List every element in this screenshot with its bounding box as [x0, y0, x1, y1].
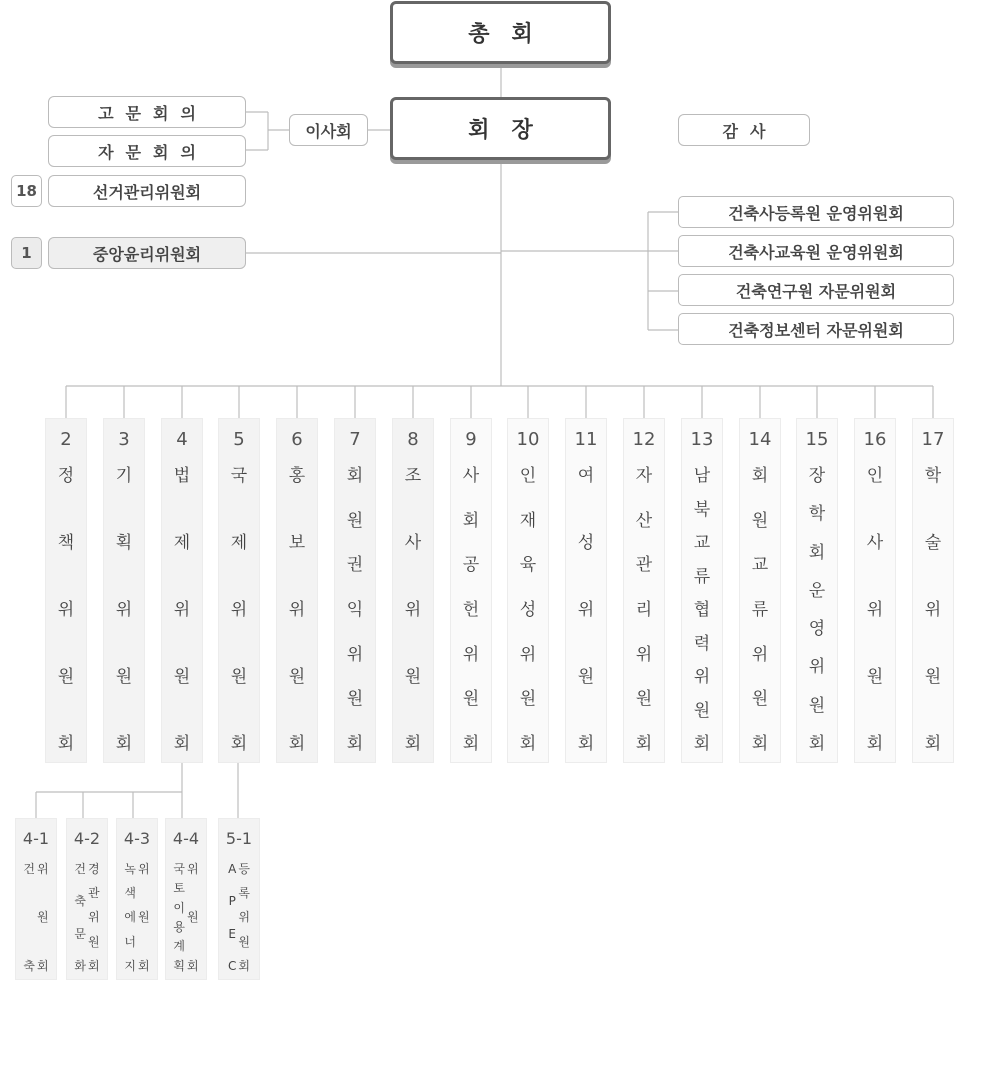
committee-column — [45, 418, 87, 763]
sub-committee-name: 건 축 위 원 회 — [23, 862, 49, 973]
election-committee-number: 18 — [16, 182, 37, 200]
committee-name: 국 제 위 원 회 — [230, 466, 248, 754]
sub-committee-number: 4-3 — [123, 829, 151, 848]
sub-committee-number: 4-4 — [172, 829, 200, 848]
committee-name: 홍 보 위 원 회 — [288, 466, 306, 754]
sub-committee-box — [66, 818, 108, 980]
president-label: 회장 — [468, 118, 555, 143]
committee-number: 5 — [233, 429, 245, 450]
sub-committee-number: 5-1 — [225, 829, 253, 848]
committee-number: 12 — [632, 429, 656, 450]
ethics-committee-number: 1 — [21, 244, 32, 262]
committee-number: 10 — [516, 429, 540, 450]
committee-number: 8 — [407, 429, 419, 450]
ethics-committee-label: 중앙윤리위원회 — [92, 244, 202, 264]
committee-column — [623, 418, 665, 763]
sub-committee-name: 국 토 이 용 계 획 위 원 회 — [173, 862, 199, 973]
committee-column — [161, 418, 203, 763]
committee-number: 15 — [805, 429, 829, 450]
board-label: 이사회 — [305, 121, 352, 141]
consulting-council-label: 자문회의 — [98, 142, 208, 162]
committee-column — [681, 418, 723, 763]
election-committee-box — [48, 175, 246, 207]
committee-name: 법 제 위 원 회 — [173, 466, 191, 754]
committee-number: 3 — [118, 429, 130, 450]
committee-name: 사 회 공 헌 위 원 회 — [462, 466, 480, 754]
sub-committee-box — [15, 818, 57, 980]
committee-column — [565, 418, 607, 763]
committee-column — [507, 418, 549, 763]
sub-committee-name: 건 축 문 화 경 관 위 원 회 — [74, 862, 100, 973]
committee-number: 9 — [465, 429, 477, 450]
committee-column — [218, 418, 260, 763]
committee-name: 회 원 권 익 위 원 회 — [346, 466, 364, 754]
committee-column — [912, 418, 954, 763]
ethics-committee-box — [48, 237, 246, 269]
committee-name: 회 원 교 류 위 원 회 — [751, 466, 769, 754]
sub-committee-box — [116, 818, 158, 980]
committee-number: 4 — [176, 429, 188, 450]
general-assembly-box — [390, 1, 611, 64]
sub-committee-number: 4-1 — [22, 829, 50, 848]
sub-committee-number: 4-2 — [73, 829, 101, 848]
right-committee-box — [678, 313, 954, 345]
right-committee-box — [678, 235, 954, 267]
right-committee-label: 건축사교육원 운영위원회 — [728, 242, 904, 262]
advisory-council-box — [48, 96, 246, 128]
general-assembly-label: 총회 — [468, 22, 555, 47]
committee-name: 여 성 위 원 회 — [577, 466, 595, 754]
committee-number: 13 — [690, 429, 714, 450]
right-committee-label: 건축사등록원 운영위원회 — [728, 203, 904, 223]
committee-name: 조 사 위 원 회 — [404, 466, 422, 754]
sub-committee-box — [218, 818, 260, 980]
committee-name: 장 학 회 운 영 위 원 회 — [808, 466, 826, 754]
committee-number: 14 — [748, 429, 772, 450]
committee-number: 16 — [863, 429, 887, 450]
committee-number: 6 — [291, 429, 303, 450]
committee-column — [334, 418, 376, 763]
board-box — [289, 114, 368, 146]
sub-committee-name: 녹 색 에 너 지 위 원 회 — [124, 862, 150, 973]
right-committee-label: 건축연구원 자문위원회 — [735, 281, 897, 301]
committee-name: 학 술 위 원 회 — [924, 466, 942, 754]
right-committee-label: 건축정보센터 자문위원회 — [728, 320, 904, 340]
committee-number: 7 — [349, 429, 361, 450]
committee-column — [739, 418, 781, 763]
committee-name: 인 재 육 성 위 원 회 — [519, 466, 537, 754]
advisory-council-label: 고문회의 — [98, 103, 208, 123]
right-committee-box — [678, 196, 954, 228]
sub-committee-name: A P E C 등 록 위 원 회 — [228, 862, 250, 973]
committee-column — [450, 418, 492, 763]
consulting-council-box — [48, 135, 246, 167]
committee-column — [276, 418, 318, 763]
election-committee-badge — [11, 175, 42, 207]
sub-committee-box — [165, 818, 207, 980]
committee-column — [796, 418, 838, 763]
auditor-box — [678, 114, 810, 146]
committee-column — [392, 418, 434, 763]
right-committee-box — [678, 274, 954, 306]
committee-column — [103, 418, 145, 763]
committee-name: 정 책 위 원 회 — [57, 466, 75, 754]
committee-name: 인 사 위 원 회 — [866, 466, 884, 754]
committee-column — [854, 418, 896, 763]
committee-number: 2 — [60, 429, 72, 450]
auditor-label: 감사 — [722, 121, 778, 141]
committee-number: 11 — [574, 429, 598, 450]
committee-name: 남 북 교 류 협 력 위 원 회 — [693, 466, 711, 754]
committee-number: 17 — [921, 429, 945, 450]
election-committee-label: 선거관리위원회 — [92, 182, 202, 202]
ethics-committee-badge — [11, 237, 42, 269]
president-box — [390, 97, 611, 160]
committee-name: 기 획 위 원 회 — [115, 466, 133, 754]
committee-name: 자 산 관 리 위 원 회 — [635, 466, 653, 754]
